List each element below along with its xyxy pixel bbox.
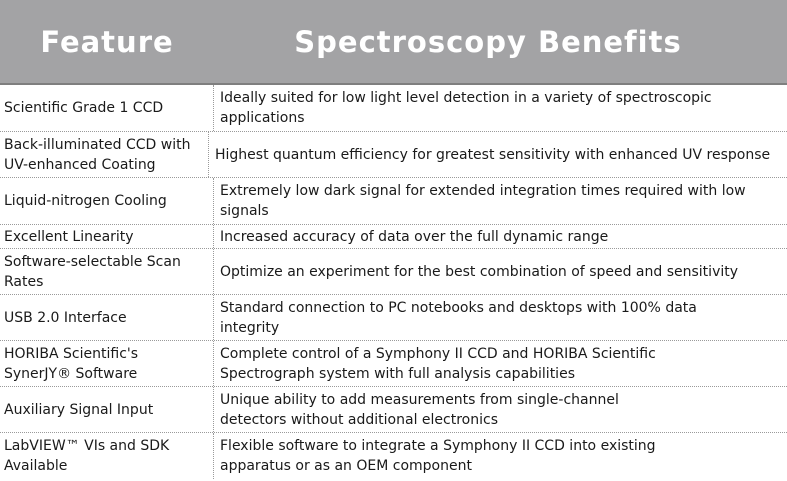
table-row (0, 433, 787, 479)
feature-cell: Auxiliary Signal Input (0, 387, 214, 432)
feature-cell: USB 2.0 Interface (0, 295, 214, 340)
table-body (0, 83, 787, 479)
table-row (0, 295, 787, 341)
feature-cell: Scientific Grade 1 CCD (0, 85, 214, 131)
benefit-cell: Increased accuracy of data over the full dynamic range (220, 228, 609, 245)
benefit-cell: Standard connection to PC notebooks and desktops with 100% data integrity (220, 299, 697, 336)
table-header (0, 0, 787, 83)
benefit-cell: Flexible software to integrate a Symphony II CCD into existing apparatus or as an OEM component (220, 438, 656, 474)
table-row (0, 249, 787, 295)
table-row (0, 132, 787, 178)
table-row (0, 85, 787, 132)
table-row (0, 387, 787, 433)
feature-cell: Liquid-nitrogen Cooling (0, 178, 214, 224)
benefit-cell: Highest quantum efficiency for greatest sensitivity with enhanced UV response (215, 146, 771, 163)
benefit-cell: Complete control of a Symphony II CCD and HORIBA Scientific Spectrograph system with full analysis capabilities (220, 345, 656, 382)
table-row (0, 225, 787, 249)
feature-cell: Excellent Linearity (0, 225, 214, 248)
table-row (0, 341, 787, 387)
benefit-cell: Ideally suited for low light level detection in a variety of spectroscopic applications (220, 90, 712, 126)
benefit-cell: Unique ability to add measurements from single-channel detectors without additional electronics (220, 391, 619, 428)
feature-column-header: Feature (40, 24, 174, 59)
feature-cell: Software-selectable Scan Rates (0, 249, 214, 294)
feature-cell: Back-illuminated CCD with UV-enhanced Coating (0, 132, 209, 177)
feature-cell: HORIBA Scientific's SynerJY® Software (0, 341, 214, 386)
table-row (0, 178, 787, 225)
benefit-cell: Optimize an experiment for the best combination of speed and sensitivity (220, 263, 739, 280)
benefits-column-header: Spectroscopy Benefits (294, 24, 682, 59)
benefit-cell: Extremely low dark signal for extended integration times required with low signals (220, 183, 746, 219)
feature-cell: LabVIEW™ VIs and SDK Available (0, 433, 214, 479)
